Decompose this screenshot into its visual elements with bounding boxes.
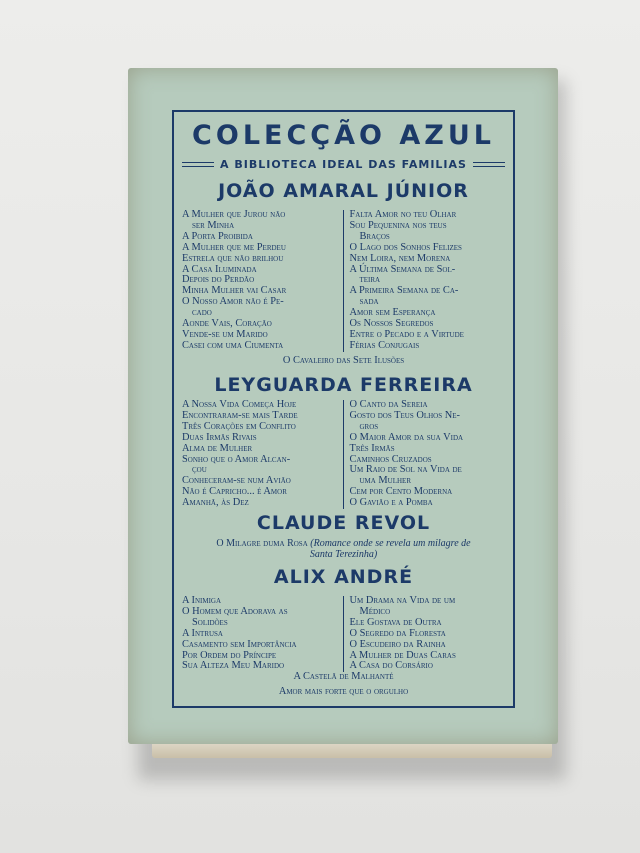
book-title: Não é Capricho... é Amor — [182, 486, 287, 498]
book-title: Três Irmãs — [349, 442, 395, 454]
book-title: O Milagre duma Rosa — [216, 538, 308, 549]
catalog-frame — [172, 110, 515, 708]
book-title: Casei com uma Ciumenta — [182, 339, 284, 351]
book-title: Gosto dos Teus Olhos Ne- — [349, 409, 460, 421]
book-title: Entre o Pecado e a Virtude — [349, 328, 464, 340]
book-title: O Lago dos Sonhos Felizes — [349, 241, 462, 253]
book-title: Férias Conjugais — [349, 339, 420, 351]
book-title-centered: Amor mais forte que o orgulho — [278, 686, 409, 697]
book-title: Depois do Perdão — [182, 274, 255, 286]
book-note: Santa Terezinha) — [309, 549, 378, 560]
book-title: O Gavião e a Pomba — [349, 497, 433, 509]
revol-note-line — [182, 549, 505, 560]
andre-left-column — [182, 596, 344, 672]
book-title: gros — [359, 420, 379, 432]
book-title: Casamento sem Importância — [182, 638, 297, 650]
revol-book-line — [182, 538, 505, 549]
book-title: A Primeira Semana de Ca- — [349, 285, 459, 297]
andre-right-column — [344, 596, 506, 672]
book-title: Um Drama na Vida de um — [349, 595, 456, 606]
book-title: Os Nossos Segredos — [349, 318, 434, 330]
book-title: O Canto da Sereia — [349, 399, 428, 410]
book-title: Sonho que o Amor Alcan- — [182, 453, 291, 465]
book-title: A Nossa Vida Começa Hoje — [182, 399, 297, 410]
book-title: A Última Semana de Sol- — [349, 263, 456, 275]
book-title: Falta Amor no teu Olhar — [349, 209, 457, 220]
author-revol: CLAUDE REVOL — [256, 512, 431, 534]
book-title: cado — [192, 307, 212, 319]
book-title: uma Mulher — [359, 475, 412, 487]
book-title: Duas Irmãs Rivais — [182, 431, 257, 443]
book-title: Vende-se um Marido — [182, 328, 268, 340]
author-amaral: JOÃO AMARAL JÚNIOR — [218, 180, 469, 202]
author-andre: ALIX ANDRÉ — [273, 566, 414, 588]
book-title: Cem por Cento Moderna — [349, 486, 453, 498]
author-leyguarda: LEYGUARDA FERREIRA — [214, 374, 473, 396]
book-title: Amanhã, às Dez — [182, 497, 249, 509]
book-title: Por Ordem do Príncipe — [182, 649, 277, 661]
book-title: Estrela que não brilhou — [182, 252, 284, 264]
book-title: Ele Gostava de Outra — [349, 616, 442, 628]
collection-title: COLECÇÃO AZUL — [192, 120, 495, 151]
book-title: A Casa Iluminada — [182, 263, 257, 275]
collection-subtitle: A BIBLIOTECA IDEAL DAS FAMILIAS — [220, 157, 467, 171]
book-title: Aonde Vais, Coração — [182, 318, 272, 330]
book-title: A Mulher que me Perdeu — [182, 241, 286, 253]
book-title: Encontraram-se mais Tarde — [182, 409, 298, 421]
left-rule — [182, 162, 214, 167]
book-title: Solidões — [192, 616, 228, 628]
andre-titles — [182, 596, 505, 672]
book-title: Conheceram-se num Avião — [182, 475, 291, 487]
book-title: A Mulher de Duas Caras — [349, 649, 456, 661]
leyguarda-left-column — [182, 400, 344, 509]
amaral-right-column — [344, 210, 506, 352]
book-title: A Casa do Corsário — [349, 660, 433, 672]
book-title: Caminhos Cruzados — [349, 453, 432, 465]
book-title: O Homem que Adorava as — [182, 605, 288, 617]
leyguarda-titles — [182, 400, 505, 509]
book-title: O Maior Amor da sua Vida — [349, 431, 464, 443]
right-rule — [473, 162, 505, 167]
book-title: Sou Pequenina nos teus — [349, 219, 447, 231]
book-title: A Porta Proibida — [182, 230, 253, 242]
amaral-left-column — [182, 210, 344, 352]
book-title: Três Corações em Conflito — [182, 420, 296, 432]
book-note: (Romance onde se revela um milagre de — [310, 538, 471, 549]
book-title: Um Raio de Sol na Vida de — [349, 464, 462, 476]
amaral-titles — [182, 210, 505, 352]
book-title: Médico — [359, 605, 391, 617]
book-title: sada — [359, 296, 379, 308]
book-title: Alma de Mulher — [182, 442, 253, 454]
book-title: Minha Mulher vai Casar — [182, 285, 287, 297]
book-title: Sua Alteza Meu Marido — [182, 660, 285, 672]
leyguarda-right-column — [344, 400, 506, 509]
book-title: ser Minha — [192, 219, 235, 231]
book-title: teira — [359, 274, 381, 286]
book-title: A Mulher que Jurou não — [182, 209, 286, 220]
book-title: A Intrusa — [182, 627, 223, 639]
book-title-centered: A Castelã de Malhanté — [293, 671, 394, 682]
book-title: O Nosso Amor não é Pe- — [182, 296, 284, 308]
subtitle-row — [182, 156, 505, 172]
book-title: Nem Loira, nem Morena — [349, 252, 451, 264]
book-title: çou — [192, 464, 207, 476]
book-title: Amor sem Esperança — [349, 307, 436, 319]
book-title-centered: O Cavaleiro das Sete Ilusões — [282, 355, 405, 366]
book-title: Braços — [359, 230, 390, 242]
page-edges — [152, 744, 552, 758]
book-title: O Escudeiro da Rainha — [349, 638, 446, 650]
book-title: O Segredo da Floresta — [349, 627, 446, 639]
book-title: A Inimiga — [182, 595, 222, 606]
